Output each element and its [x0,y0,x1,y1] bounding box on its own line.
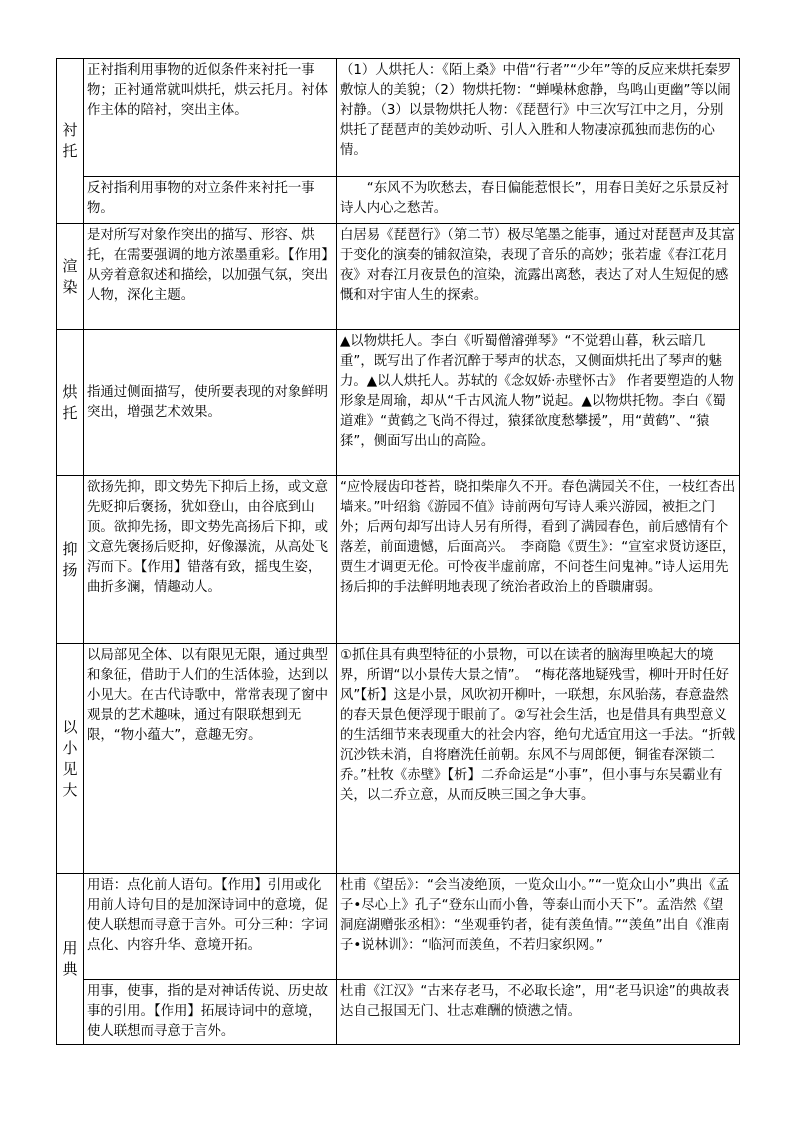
table-row [57,59,740,177]
term-cell: 用典 [57,874,84,1045]
example-cell: “应怜屐齿印苍苔，晓扣柴扉久不开。春色满园关不住，一枝红杏出墙来。”叶绍翁《游园不值》诗前两句写诗人乘兴游园，被拒之门外；后两句却写出诗人另有所得，看到了满园春色，前后感情有个落差，前面遗憾，后面高兴。 李商隐《贾生》：“宣室求贤访逐臣，贾生才调更无伦。可怜夜半虚前席，不问苍生问鬼神。”诗人运用先扬后抑的手法鲜明地表现了统治者政治上的昏聩庸弱。 [337,476,740,644]
term-cell: 以小见大 [57,644,84,874]
table-row [57,224,740,330]
example-cell: 杜甫《望岳》：“会当凌绝顶，一览众山小。”“一览众山小”典出《孟子•尽心上》孔子“登东山而小鲁，等泰山而小天下”。孟浩然《望洞庭湖赠张丞相》：“坐观垂钓者，徒有羡鱼情。”“羡鱼”出自《淮南子•说林训》：“临河而羡鱼，不若归家织网。” [337,874,740,980]
table-row [57,330,740,476]
term-cell: 烘托 [57,330,84,476]
definition-cell: 欲扬先抑，即文势先下抑后上扬，或文意先贬抑后褒扬，犹如登山，由谷底到山顶。欲抑先扬，即文势先高扬后下抑，或文意先褒扬后贬抑，好像瀑流，从高处飞泻而下。【作用】错落有致，摇曳生姿，曲折多澜，情趣动人。 [84,476,337,644]
term-cell: 抑扬 [57,476,84,644]
example-cell: ▲以物烘托人。李白《听蜀僧濬弹琴》“不觉碧山暮，秋云暗几重”，既写出了作者沉醉于琴声的状态，又侧面烘托出了琴声的魅力。▲以人烘托人。苏轼的《念奴娇·赤壁怀古》 作者要塑造的人物形象是周瑜，却从“千古风流人物”说起。▲以物烘托物。李白《蜀道难》“黄鹤之飞尚不得过，猿猱欲度愁攀援”，用“黄鹤”、“猿猱”，侧面写出山的高险。 [337,330,740,476]
definition-cell: 反衬指利用事物的对立条件来衬托一事物。 [84,177,337,224]
example-cell: （1）人烘托人：《陌上桑》中借“行者”“少年”等的反应来烘托秦罗敷惊人的美貌；（2）物烘托物：“蝉噪林愈静，鸟鸣山更幽”等以闹衬静。（3）以景物烘托人物：《琵琶行》中三次写江中之月，分别烘托了琵琶声的美妙动听、引人入胜和人物凄凉孤独而悲伤的心情。 [337,59,740,177]
definition-cell: 以局部见全体、以有限见无限，通过典型和象征，借助于人们的生活体验，达到以小见大。在古代诗歌中，常常表现了窗中观景的艺术趣味，通过有限联想到无限，“物小蕴大”，意趣无穷。 [84,644,337,874]
table-row [57,177,740,224]
table-row [57,874,740,980]
example-cell: ①抓住具有典型特征的小景物，可以在读者的脑海里唤起大的境界，所谓“以小景传大景之情”。 “梅花落地疑残雪，柳叶开时任好风”【析】这是小景，风吹初开柳叶，一联想，东风骀荡，春意盎然的春天景色便浮现于眼前了。②写社会生活，也是借具有典型意义的生活细节来表现重大的社会内容，绝句尤适宜用这一手法。“折戟沉沙铁未消，自将磨洗任前朝。东风不与周郎便，铜雀春深锁二乔。”杜牧《赤壁》【析】二乔命运是“小事”，但小事与东吴霸业有关，以二乔立意，从而反映三国之争大事。 [337,644,740,874]
definition-cell: 是对所写对象作突出的描写、形容、烘托，在需要强调的地方浓墨重彩。【作用】从旁着意叙述和描绘，以加强气氛，突出人物，深化主题。 [84,224,337,330]
example-cell: “东风不为吹愁去，春日偏能惹恨长”，用春日美好之乐景反衬诗人内心之愁苦。 [337,177,740,224]
definition-cell: 用事，使事，指的是对神话传说、历史故事的引用。【作用】拓展诗词中的意境，使人联想而寻意于言外。 [84,980,337,1045]
definition-cell: 指通过侧面描写，使所要表现的对象鲜明突出，增强艺术效果。 [84,330,337,476]
rhetoric-table [56,58,740,1045]
term-cell: 渲染 [57,224,84,330]
definition-cell: 正衬指利用事物的近似条件来衬托一事物；正衬通常就叫烘托，烘云托月。衬体作主体的陪衬，突出主体。 [84,59,337,177]
example-cell: 白居易《琵琶行》（第二节）极尽笔墨之能事，通过对琵琶声及其富于变化的演奏的铺叙渲染，表现了音乐的高妙；张若虚《春江花月夜》对春江月夜景色的渲染，流露出离愁，表达了对人生短促的感慨和对宇宙人生的探索。 [337,224,740,330]
table-row [57,644,740,874]
example-cell: 杜甫《江汉》“古来存老马，不必取长途”，用“老马识途”的典故表达自己报国无门、壮志难酬的愤懑之情。 [337,980,740,1045]
table-row [57,476,740,644]
table-row [57,980,740,1045]
term-cell: 衬托 [57,59,84,224]
definition-cell: 用语：点化前人语句。【作用】引用或化用前人诗句目的是加深诗词中的意境，促使人联想而寻意于言外。可分三种：字词点化、内容升华、意境开拓。 [84,874,337,980]
